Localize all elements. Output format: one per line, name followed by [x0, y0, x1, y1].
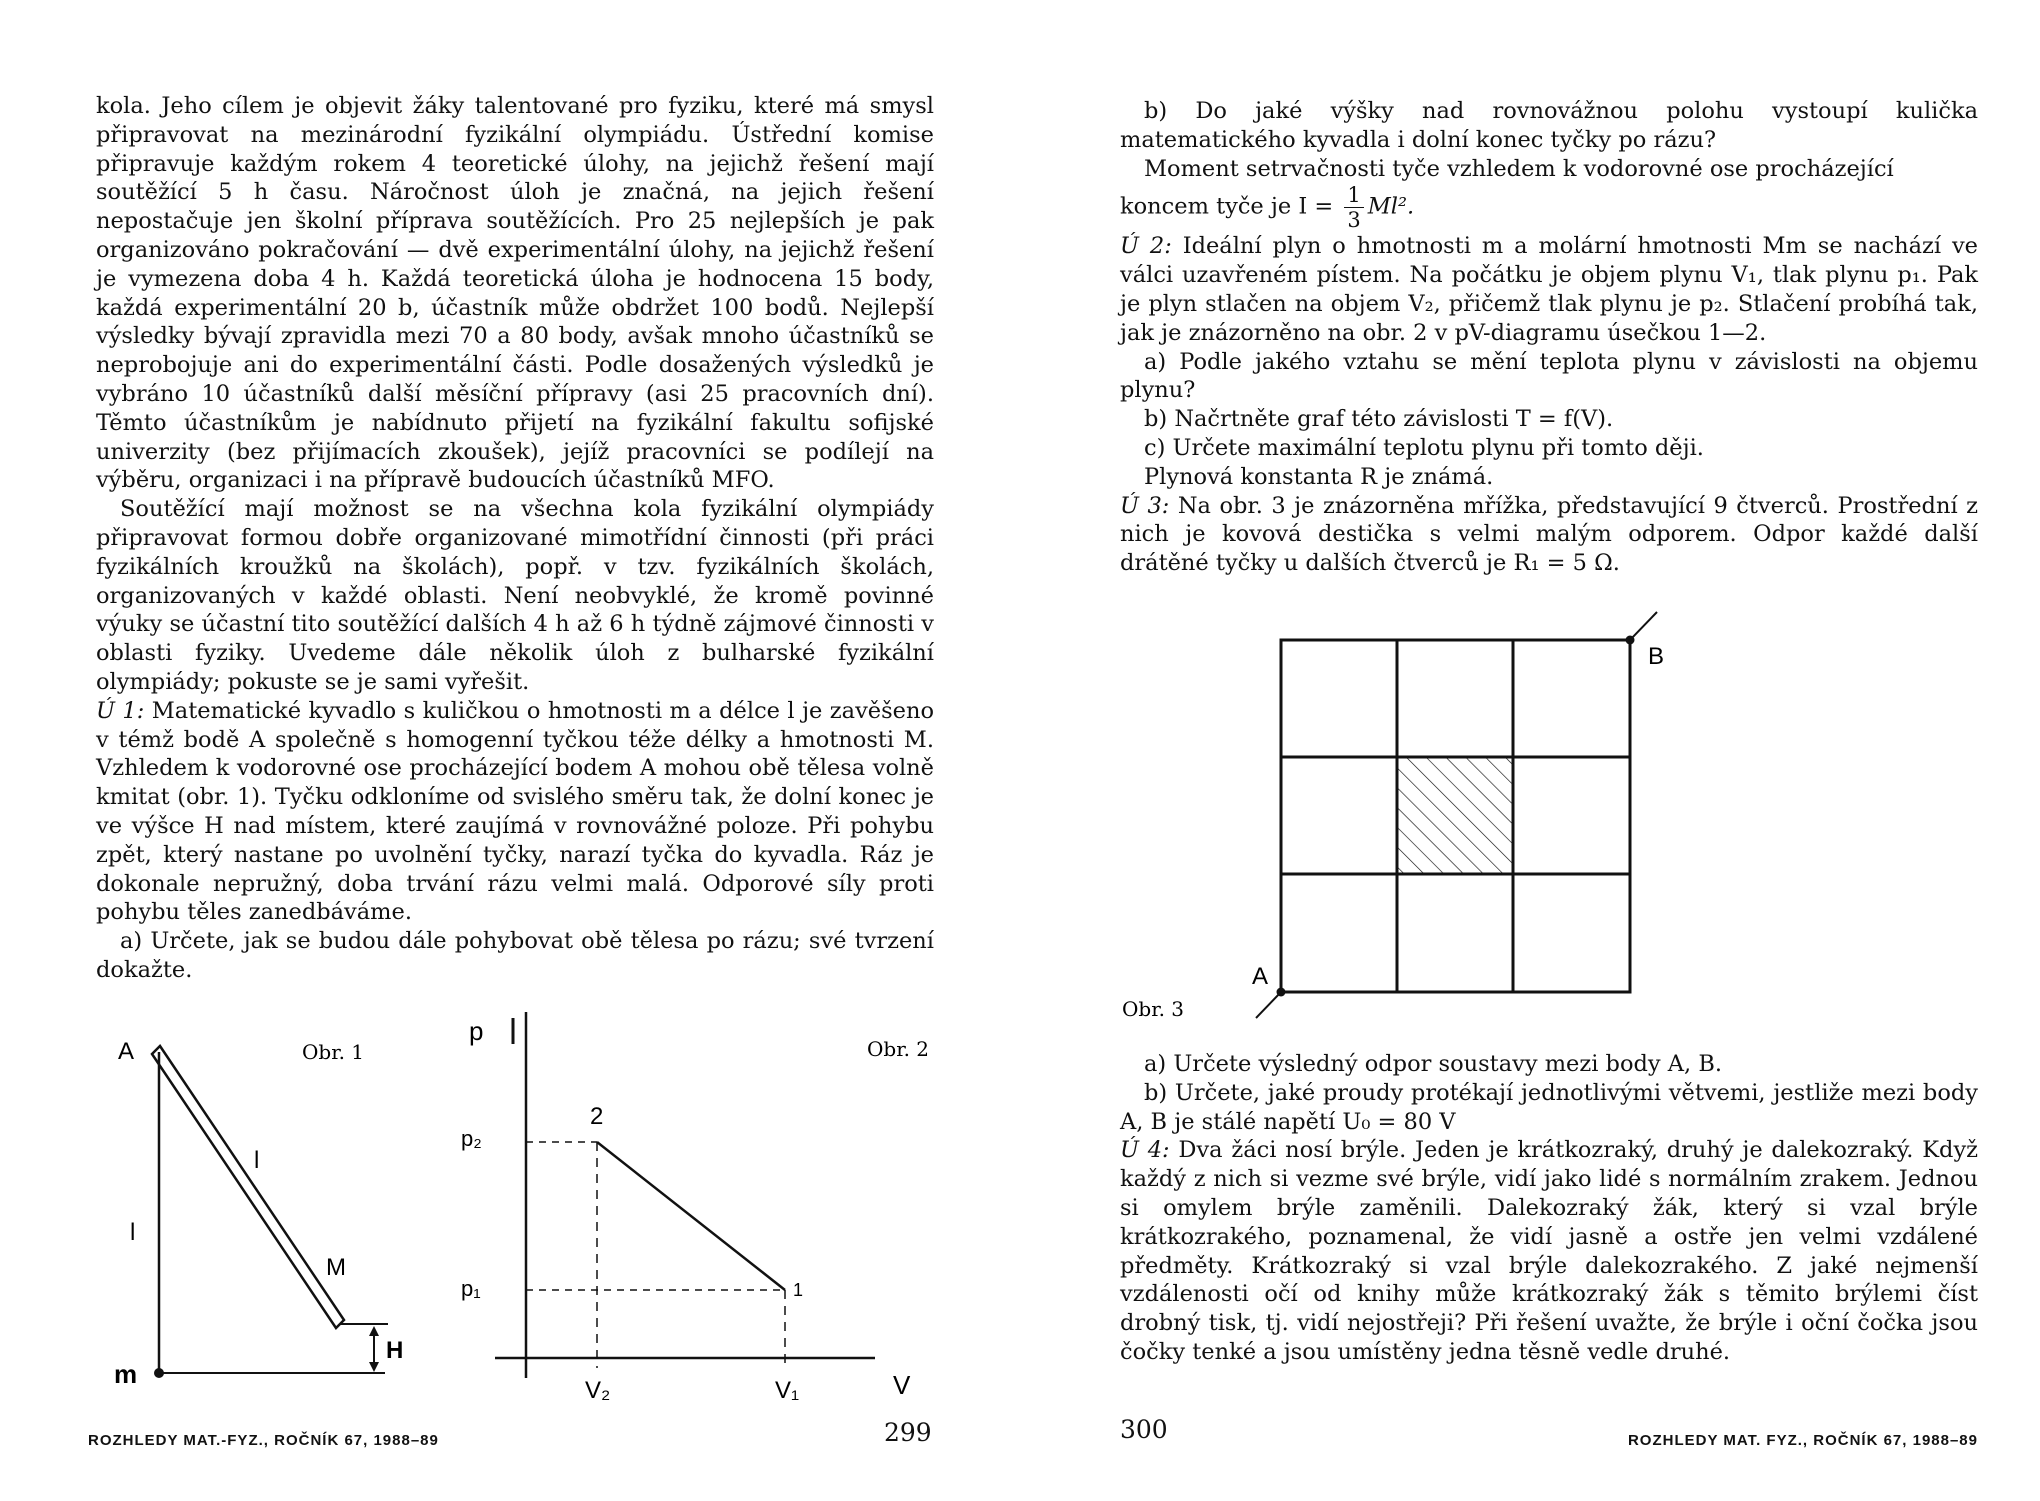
height-arrow-head-bottom [369, 1362, 379, 1372]
figure-2 [455, 1000, 965, 1420]
fig2-label-p1: p₁ [461, 1276, 481, 1301]
fig2-label-V2: V₂ [585, 1377, 611, 1404]
figure-1 [100, 1030, 430, 1400]
left-page-number: 299 [884, 1418, 932, 1447]
rod [152, 1046, 344, 1328]
fig2-label-p2: p₂ [461, 1126, 482, 1151]
fig2-point-2: 2 [590, 1103, 604, 1130]
height-arrow-head-top [369, 1326, 379, 1336]
fig1-label-m: m [114, 1359, 138, 1389]
fig3-label-A: A [1252, 963, 1269, 990]
right-page-text [1120, 97, 1978, 578]
lead-A [1256, 992, 1281, 1018]
moment-intro: Moment setrvačnosti tyče vzhledem k vodorovné ose procházející [1144, 155, 1894, 182]
paragraph-preparation: Soutěžící mají možnost se na všechna kola fyzikální olympiády připravovat formou dobře organizované mimotřídní činnosti (při práci fyzikálních kroužků na školách), popř. v tzv. fyzikálních školách, organizovaných v každé oblasti. Není neobvyklé, že kromě povinné výuky se účastní tito soutěžící dalších 4 h až 6 h týdně zájmové činnosti v oblasti fyziky. Uvedeme dále několik úloh z bulharské fyzikální olympiády; pokuste se je sami vyřešit. [96, 496, 934, 695]
problem-3-question-a: a) Určete výsledný odpor soustavy mezi body A, B. [1144, 1051, 1723, 1077]
problem-2-note: Plynová konstanta R je známá. [1144, 463, 1494, 490]
fig2-label-V1: V₁ [775, 1377, 800, 1404]
moment-formula [1120, 183, 1978, 232]
fig1-label-l-pendulum: l [130, 1219, 136, 1246]
problem-4 [1120, 1136, 1978, 1366]
problem-3-question-b: b) Určete, jaké proudy protékají jednotlivými větvemi, jestliže mezi body A, B je stálé napětí U₀ = 80 V [1120, 1079, 1978, 1135]
node-A [1277, 988, 1286, 997]
right-page-text-lower [1120, 1050, 1978, 1367]
fig1-label-l-rod: l [254, 1147, 260, 1174]
problem-4-label: Ú 4: [1120, 1137, 1170, 1164]
metal-plate-hatch [1397, 757, 1513, 874]
problem-4-text: Dva žáci nosí brýle. Jeden je krátkozraký, druhý je dalekozraký. Když každý z nich si vezme své brýle, vidí jako lidé s normálním zrakem. Jednou si omylem brýle zaměnili. Dalekozraký žák, který si vzal brýle krátkozrakého, poznamenal, že vidí jasně a ostře jen velmi vzdálené předměty. Krátkozraký si vzal brýle dalekozrakého. Z jaké nejmenší vzdálenosti očí od knihy může krátkozraký žák s těmito brýlemi číst drobný tisk, tj. vidí nejostřeji? Při řešení uvažte, že brýle i oční čočka jsou čočky tenké a jsou umístěny jedna těsně vedle druhé. [1120, 1137, 1979, 1365]
moment-formula-prefix: koncem tyče je I = [1120, 193, 1341, 220]
node-B [1626, 636, 1635, 645]
fraction-numerator: 1 [1344, 183, 1363, 208]
fig2-axis-p: p [469, 1016, 484, 1046]
pendulum-bob [154, 1368, 164, 1378]
fraction [1344, 183, 1363, 232]
right-footer: ROZHLEDY MAT. FYZ., ROČNÍK 67, 1988–89 [1627, 1432, 1978, 1449]
left-footer: ROZHLEDY MAT.-FYZ., ROČNÍK 67, 1988–89 [88, 1432, 439, 1449]
problem-1-question-b: b) Do jaké výšky nad rovnovážnou polohu vystoupí kulička matematického kyvadla i dolní konec tyčky po rázu? [1120, 98, 1978, 153]
fig3-caption: Obr. 3 [1122, 997, 1185, 1021]
fig2-process-line [597, 1142, 785, 1290]
left-page-text [96, 92, 934, 985]
right-page-number: 300 [1120, 1415, 1168, 1444]
problem-1-text: Matematické kyvadlo s kuličkou o hmotnosti m a délce l je zavěšeno v témž bodě A společně s homogenní tyčkou téže délky a hmotnosti M. Vzhledem k vodorovné ose procházející bodem A mohou obě tělesa volně kmitat (obr. 1). Tyčku odkloníme od svislého směru tak, že dolní konec je ve výšce H nad místem, které zaujímá v rovnovážné poloze. Při pohybu zpět, který nastane po uvolnění tyčky, narazí tyčka do kyvadla. Ráz je dokonale nepružný, doba trvání rázu velmi malá. Odporové síly proti pohybu těles zanedbáváme. [96, 697, 935, 926]
problem-1 [96, 697, 934, 927]
paragraph-intro: kola. Jeho cílem je objevit žáky talentované pro fyziku, které má smysl připravovat na mezinárodní fyzikální olympiádu. Ústřední komise připravuje každým rokem 4 teoretické úlohy, na jejichž řešení mají soutěžící 5 h času. Náročnost úloh je značná, na jejich řešení nepostačuje jen školní příprava soutěžících. Pro 25 nejlepších je pak organizováno pokračování — dvě experimentální úlohy, na jejichž řešení je vymezena doba 4 h. Každá teoretická úloha je hodnocena 15 body, každá experimentální 20 b, účastník může obdržet 100 bodů. Nejlepší výsledky bývají zpravidla mezi 70 a 80 body, avšak mnoho účastníků se neprobojuje ani do experimentální části. Podle dosažených výsledků je vybráno 10 účastníků další měsíční přípravy (asi 25 pracovních dní). Těmto účastníkům je nabídnuto přijetí na fyzikální fakultu sofijské univerzity (bez přijímacích zkoušek), jejíž pracovníci se podílejí na výběru, organizaci i na přípravě budoucích účastníků MFO. [96, 93, 934, 494]
problem-2-question-c: c) Určete maximální teplotu plynu při tomto ději. [1144, 434, 1704, 461]
problem-2-question-a: a) Podle jakého vztahu se mění teplota plynu v závislosti na objemu plynu? [1120, 348, 1978, 404]
fig1-label-H: H [386, 1337, 404, 1364]
problem-2-label: Ú 2: [1120, 233, 1172, 260]
lead-B [1630, 612, 1657, 640]
problem-3 [1120, 492, 1978, 578]
fig3-label-B: B [1648, 643, 1665, 670]
problem-2 [1120, 232, 1978, 347]
fig1-label-M: M [326, 1254, 346, 1281]
fig2-axis-V: V [893, 1370, 911, 1400]
fig2-caption: Obr. 2 [867, 1037, 930, 1061]
fig1-label-A: A [118, 1038, 135, 1065]
fig1-caption: Obr. 1 [302, 1040, 365, 1064]
right-page [1020, 0, 2040, 1501]
problem-3-text: Na obr. 3 je znázorněna mřížka, představující 9 čtverců. Prostřední z nich je kovová destička s velmi malým odporem. Odpor každé další drátěné tyčky u dalších čtverců je R₁ = 5 Ω. [1120, 492, 1978, 577]
problem-1-question-a: a) Určete, jak se budou dále pohybovat obě tělesa po rázu; své tvrzení dokažte. [96, 928, 934, 983]
fig2-point-1: 1 [793, 1280, 804, 1300]
problem-1-label: Ú 1: [96, 697, 145, 724]
figure-3 [1120, 610, 1840, 1030]
problem-2-text: Ideální plyn o hmotnosti m a molární hmotnosti Mm se nachází ve válci uzavřeném pístem. Na počátku je objem plynu V₁, tlak plynu p₁. Pak je plyn stlačen na objem V₂, přičemž tlak plynu je p₂. Stlačení probíhá tak, jak je znázorněno na obr. 2 v pV-diagramu úsečkou 1—2. [1120, 233, 1978, 346]
problem-3-label: Ú 3: [1120, 492, 1170, 519]
moment-formula-suffix: Ml². [1367, 193, 1415, 220]
problem-2-question-b: b) Načrtněte graf této závislosti T = f(V). [1144, 406, 1614, 433]
fraction-denominator: 3 [1347, 208, 1361, 233]
